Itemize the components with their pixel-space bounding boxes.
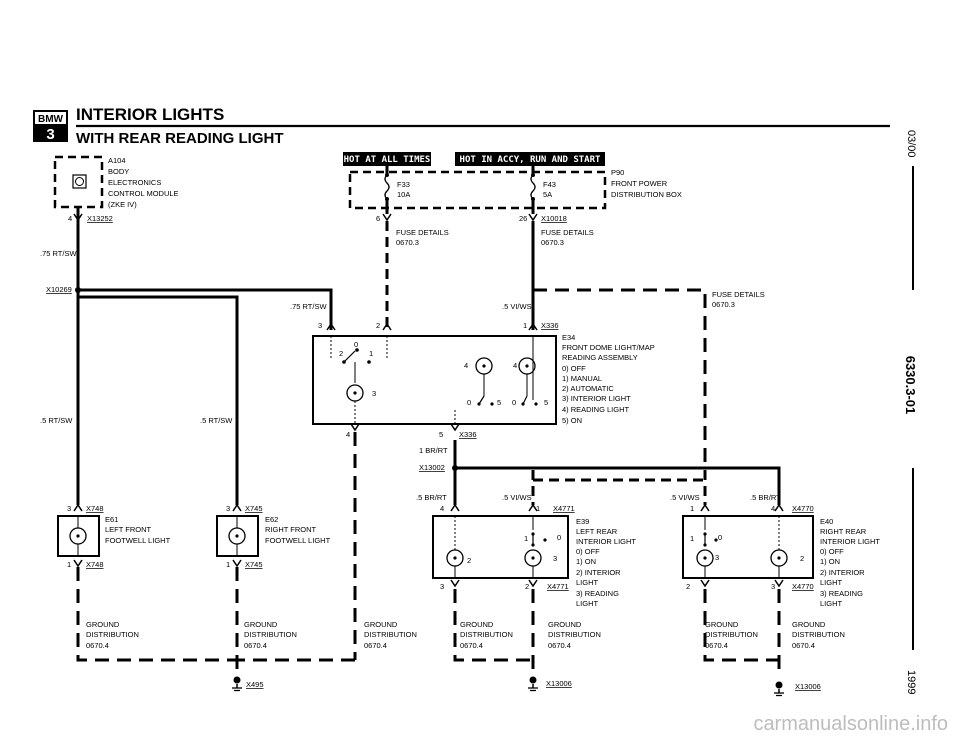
watermark: carmanualsonline.info <box>753 713 948 735</box>
e34-front-dome <box>313 321 655 439</box>
e40-sw-0: 0 <box>718 533 723 542</box>
fuse-details-far-0: FUSE DETAILS <box>712 290 765 299</box>
e34-bulb-4a-label: 4 <box>464 361 469 370</box>
e39-connector: X4771 <box>553 504 575 513</box>
a104-label-2: ELECTRONICS <box>108 178 162 187</box>
label-grounds-g1-2: 0670.4 <box>86 641 109 650</box>
splice-x13002-label: X13002 <box>419 463 445 472</box>
e61-pin-top: 3 <box>67 504 72 513</box>
e61-label-1: LEFT FRONT <box>105 525 152 534</box>
e39-label-0: E39 <box>576 517 590 526</box>
side-year: 1999 <box>905 670 917 695</box>
label-grounds-g7-2: 0670.4 <box>792 641 815 650</box>
label-grounds-g7-1: DISTRIBUTION <box>792 630 845 639</box>
e61-conn-top: X748 <box>86 504 104 513</box>
e34-label-7: 4) READING LIGHT <box>562 405 630 414</box>
e39-bulb-2-label: 2 <box>467 556 472 565</box>
label-grounds-g6-2: 0670.4 <box>705 641 728 650</box>
page-title: INTERIOR LIGHTS <box>76 105 225 124</box>
label-grounds-g3-0: GROUND <box>364 620 398 629</box>
label-grounds-g5-1: DISTRIBUTION <box>548 630 601 639</box>
e39-label-5: 2) INTERIOR <box>576 568 621 577</box>
e34-sw-0: 0 <box>354 340 359 349</box>
wire-label-br-left: .5 BR/RT <box>416 493 447 502</box>
wire-label-br-right: .5 BR/RT <box>750 493 781 502</box>
e40-bulb-2-label: 2 <box>800 554 805 563</box>
a104-label-0: A104 <box>108 156 126 165</box>
e40-label-5: 2) INTERIOR <box>820 568 865 577</box>
e34-label-3: 0) OFF <box>562 364 586 373</box>
side-date: 03/00 <box>905 130 917 158</box>
label-grounds-g6-1: DISTRIBUTION <box>705 630 758 639</box>
e62-conn-top: X745 <box>245 504 263 513</box>
e61-label-2: FOOTWELL LIGHT <box>105 536 171 545</box>
e34-label-2: READING ASSEMBLY <box>562 353 638 362</box>
e40-right-rear <box>683 504 880 608</box>
e40-connector: X4770 <box>792 504 814 513</box>
p90-fuse-box <box>350 166 682 214</box>
logo-series-text: 3 <box>46 126 55 143</box>
e39-pin1: 1 <box>536 504 541 513</box>
e39-label-2: INTERIOR LIGHT <box>576 537 637 546</box>
label-grounds-g2-1: DISTRIBUTION <box>244 630 297 639</box>
e40-pin2: 2 <box>686 582 691 591</box>
e62-conn-bot: X745 <box>245 560 263 569</box>
ground-wires <box>78 567 779 672</box>
ground-x13006b-icon <box>774 682 784 696</box>
e40-label-0: E40 <box>820 517 834 526</box>
a104-label-1: BODY <box>108 167 130 176</box>
e39-pin3: 3 <box>440 582 445 591</box>
e39-pin2: 2 <box>525 582 530 591</box>
ground-x13006b-label: X13006 <box>795 682 821 691</box>
wire-label-rt-right: .5 RT/SW <box>200 416 233 425</box>
f43-rating: 5A <box>543 190 553 199</box>
e39-label-7: 3) READING <box>576 589 619 598</box>
a104-connector: X13252 <box>87 214 113 223</box>
e40-pin4: 4 <box>771 504 776 513</box>
e34-r5b: 5 <box>544 398 549 407</box>
bmw-3-logo <box>34 111 67 143</box>
label-grounds-g3-1: DISTRIBUTION <box>364 630 417 639</box>
p90-label-0: P90 <box>611 168 625 177</box>
label-grounds-g5-2: 0670.4 <box>548 641 571 650</box>
e39-label-4: 1) ON <box>576 557 597 566</box>
p90-connector: X10018 <box>541 214 567 223</box>
f33-label: F33 <box>397 180 410 189</box>
fuse-details-left-1: 0670.3 <box>396 238 419 247</box>
e40-label-4: 1) ON <box>820 557 841 566</box>
label-grounds-g2-2: 0670.4 <box>244 641 267 650</box>
ground-labels <box>86 620 845 650</box>
wire-label-vi: .5 VI/WS <box>502 302 532 311</box>
e39-sw-1: 1 <box>524 534 529 543</box>
e62-pin-top: 3 <box>226 504 231 513</box>
e39-connector-bottom: X4771 <box>547 582 569 591</box>
e62-label-0: E62 <box>265 515 279 524</box>
e34-pin5: 5 <box>439 430 444 439</box>
e62-label-1: RIGHT FRONT <box>265 525 317 534</box>
e34-pin3: 3 <box>318 321 323 330</box>
e34-r5a: 5 <box>497 398 502 407</box>
e39-label-3: 0) OFF <box>576 547 600 556</box>
a104-module <box>55 156 179 209</box>
fuse-f33-icon <box>385 175 389 199</box>
p90-pin-left: 6 <box>376 214 381 223</box>
fuse-f43-icon <box>531 175 535 199</box>
label-grounds-g2-0: GROUND <box>244 620 278 629</box>
e34-label-5: 2) AUTOMATIC <box>562 384 614 393</box>
wire-label-vi-left: .5 VI/WS <box>502 493 532 502</box>
e34-pin4: 4 <box>346 430 351 439</box>
e34-sw-1: 1 <box>369 349 374 358</box>
hot-in-accy: HOT IN ACCY, RUN AND START <box>459 155 601 165</box>
e34-label-6: 3) INTERIOR LIGHT <box>562 394 631 403</box>
e34-label-1: FRONT DOME LIGHT/MAP <box>562 343 655 352</box>
e39-label-1: LEFT REAR <box>576 527 618 536</box>
fuse-details-left-0: FUSE DETAILS <box>396 228 449 237</box>
e34-connector-bottom: X336 <box>459 430 477 439</box>
e39-left-rear <box>433 504 636 608</box>
e34-r0b: 0 <box>512 398 517 407</box>
label-grounds-g6-0: GROUND <box>705 620 739 629</box>
e39-label-6: LIGHT <box>576 578 599 587</box>
f33-rating: 10A <box>397 190 411 199</box>
e61-conn-bot: X748 <box>86 560 104 569</box>
e34-pin1: 1 <box>523 321 528 330</box>
e40-label-8: LIGHT <box>820 599 843 608</box>
ground-x495-label: X495 <box>246 680 264 689</box>
label-grounds-g1-1: DISTRIBUTION <box>86 630 139 639</box>
e34-sw-2: 2 <box>339 349 344 358</box>
wire-label-75: .75 RT/SW <box>290 302 327 311</box>
e40-pin3: 3 <box>771 582 776 591</box>
wire-label-vi-right: .5 VI/WS <box>670 493 700 502</box>
e34-r0a: 0 <box>467 398 472 407</box>
e39-sw-0: 0 <box>557 533 562 542</box>
e61-pin-bot: 1 <box>67 560 72 569</box>
e40-label-2: INTERIOR LIGHT <box>820 537 881 546</box>
e40-pin1: 1 <box>690 504 695 513</box>
e34-label-0: E34 <box>562 333 576 342</box>
e39-pin4: 4 <box>440 504 445 513</box>
e40-label-7: 3) READING <box>820 589 863 598</box>
ground-x13006a-icon <box>528 677 538 691</box>
p90-label-2: DISTRIBUTION BOX <box>611 190 682 199</box>
e40-label-6: LIGHT <box>820 578 843 587</box>
p90-label-1: FRONT POWER <box>611 179 668 188</box>
e34-label-4: 1) MANUAL <box>562 374 603 383</box>
label-grounds-g4-2: 0670.4 <box>460 641 483 650</box>
logo-bmw-text: BMW <box>38 114 63 125</box>
ground-x13006a-label: X13006 <box>546 679 572 688</box>
hot-banners <box>343 152 605 166</box>
e62-pin-bot: 1 <box>226 560 231 569</box>
wire-label-rt-left: .5 RT/SW <box>40 416 73 425</box>
a104-label-3: CONTROL MODULE <box>108 189 179 198</box>
label-grounds-g1-0: GROUND <box>86 620 120 629</box>
p90-pin-right: 26 <box>519 214 528 223</box>
label-grounds-g7-0: GROUND <box>792 620 826 629</box>
page-subtitle: WITH REAR READING LIGHT <box>76 130 284 147</box>
fuse-details-right-0: FUSE DETAILS <box>541 228 594 237</box>
label-grounds-g3-2: 0670.4 <box>364 641 387 650</box>
e40-label-3: 0) OFF <box>820 547 844 556</box>
wire-label-a104: .75 RT/SW <box>40 249 77 258</box>
label-grounds-g4-1: DISTRIBUTION <box>460 630 513 639</box>
a104-pin: 4 <box>68 214 73 223</box>
e40-connector-bottom: X4770 <box>792 582 814 591</box>
label-grounds-g4-0: GROUND <box>460 620 494 629</box>
e62-label-2: FOOTWELL LIGHT <box>265 536 331 545</box>
e34-bulb-3-label: 3 <box>372 389 377 398</box>
e39-label-8: LIGHT <box>576 599 599 608</box>
side-doc-number: 6330.3-01 <box>903 355 918 415</box>
label-grounds-g5-0: GROUND <box>548 620 582 629</box>
wire-label-1br: 1 BR/RT <box>419 446 448 455</box>
e34-connector: X336 <box>541 321 559 330</box>
e40-sw-1: 1 <box>690 534 695 543</box>
e61-label-0: E61 <box>105 515 119 524</box>
fuse-details-far-1: 0670.3 <box>712 300 735 309</box>
e34-pin2: 2 <box>376 321 381 330</box>
splice-x10269-label: X10269 <box>46 285 72 294</box>
e61-left-footwell <box>58 504 171 569</box>
e39-bulb-3-label: 3 <box>553 554 558 563</box>
hot-at-all-times: HOT AT ALL TIMES <box>343 155 431 165</box>
e40-bulb-3-label: 3 <box>715 553 720 562</box>
a104-label-4: (ZKE IV) <box>108 200 137 209</box>
e62-right-footwell <box>217 504 331 569</box>
f43-label: F43 <box>543 180 556 189</box>
e34-label-8: 5) ON <box>562 416 583 425</box>
fuse-details-right-1: 0670.3 <box>541 238 564 247</box>
module-icon <box>73 175 86 188</box>
e40-label-1: RIGHT REAR <box>820 527 867 536</box>
e34-bulb-4b-label: 4 <box>513 361 518 370</box>
ground-x495-icon <box>232 677 242 691</box>
